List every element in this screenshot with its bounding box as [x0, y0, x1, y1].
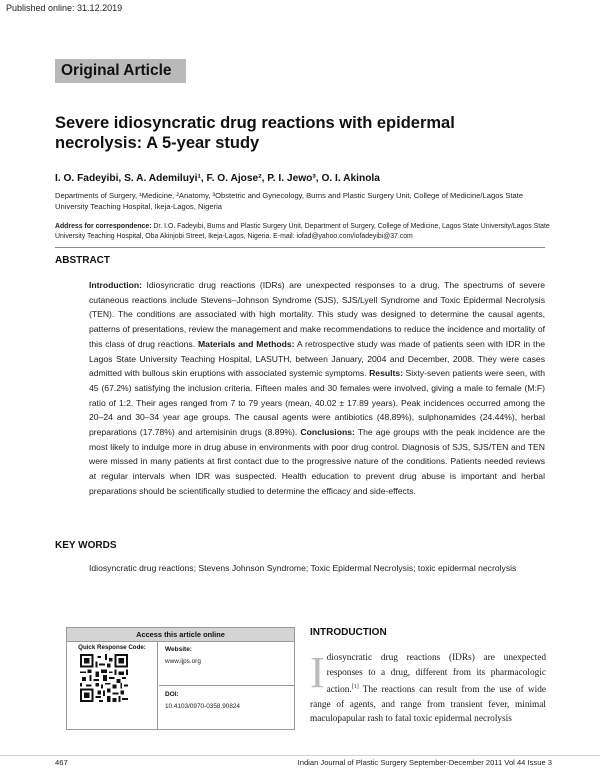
abstract-body — [89, 278, 545, 499]
doi-value[interactable]: 10.4103/0970-0358.90824 — [165, 703, 240, 710]
keywords-text: Idiosyncratic drug reactions; Stevens Johnson Syndrome; Toxic Epidermal Necrolysis; toxic epidermal necrolysis — [89, 563, 517, 573]
abstract-conclusions-text: The age groups with the peak incidence are the most likely to indulge more in drug abuse in environments with poor drug control. Diagnosis of SJS, SJS/TEN and TEN were missed in many patients at first contact due to the progressive nature of the conditions. Patients needed reviews at regular intervals when IDR was suspected. Health education to prevent drug abuse is important and herbal preparations should be scientifically studied to determine the efficacy and side-effects. — [89, 427, 545, 496]
abstract-heading: ABSTRACT — [55, 255, 110, 266]
drop-cap: I — [310, 648, 325, 697]
journal-citation: Indian Journal of Plastic Surgery September-December 2011 Vol 44 Issue 3 — [297, 758, 552, 767]
footer-divider — [0, 755, 600, 756]
abstract-results-text: Sixty-seven patients were seen, with 45 (67.2%) satisfying the inclusion criteria. Fifteen males and 30 females were involved, giving a male to female (M:F) ratio of 1:2. Their ages ranged from 7 to 79 years (mean, 40.02 ± 17.89 years). Peak incidences occurred among the 20–24 and 30–34 year age groups. The causal agents were antibiotics (48.89%), sulphonamides (24.44%), herbal preparations (17.78%) and artemisinin drugs (8.89%). — [89, 368, 546, 438]
qr-column — [67, 642, 158, 730]
abstract-methods-text: A retrospective study was made of patients seen with IDR in the Lagos State University Teaching Hospital, LASUTH, between January, 2004 and December, 2008. They were cases admitted with bullous skin eruptions with associated systemic symptoms. — [89, 338, 545, 379]
intro-text-part-2: The reactions can result from the use of wide range of agents, and range from transient fever, minimal maculopapular rash to fatal toxic epidermal necrolysis — [310, 685, 546, 725]
author-list: I. O. Fadeyibi, S. A. Ademiluyi¹, F. O. Ajose², P. I. Jewo³, O. I. Akinola — [55, 173, 380, 184]
divider — [55, 247, 545, 248]
qr-label: Quick Response Code: — [78, 644, 146, 651]
abstract-intro-label: Introduction: — [89, 280, 142, 290]
correspondence-label: Address for correspondence: — [55, 223, 152, 230]
abstract-conclusions-label: Conclusions: — [300, 427, 355, 438]
abstract-intro-text: Idiosyncratic drug reactions (IDRs) are unexpected responses to a drug. The spectrums of severe cutaneous reactions include Stevens–Johnson Syndrome (SJS), SJS/Lyell Syndrome and Toxic Epidermal Necrolysis (TEN). The conditions are associated with high mortality. This study was designed to determine the causal agents, patterns of presentations, review the management and make recommendations to reduce the incidence and mortality of this class of drug reactions. — [89, 280, 545, 349]
article-info-column — [159, 642, 295, 730]
doi-cell — [159, 687, 295, 730]
qr-code-icon[interactable] — [80, 654, 128, 702]
abstract-results-label: Results: — [369, 368, 403, 379]
website-label: Website: — [165, 646, 192, 653]
reference-link[interactable]: [1] — [351, 684, 359, 691]
article-title: Severe idiosyncratic drug reactions with epidermal necrolysis: A 5-year study — [55, 114, 455, 152]
keywords-heading: KEY WORDS — [55, 540, 117, 551]
published-date: Published online: 31.12.2019 — [6, 3, 123, 13]
correspondence-address — [55, 222, 555, 242]
website-cell — [159, 642, 295, 686]
affiliations: Departments of Surgery, ¹Medicine, ²Anatomy, ³Obstetric and Gynecology, Burns and Plastic Surgery Unit, College of Medicine/Lagos State University Teaching Hospital, Ikeja-Lagos, Nigeria — [55, 191, 524, 211]
introduction-body — [310, 648, 546, 727]
access-article-box — [66, 627, 295, 730]
introduction-heading: INTRODUCTION — [310, 627, 387, 638]
website-link[interactable]: www.ijps.org — [165, 658, 201, 665]
page-number: 467 — [55, 758, 68, 767]
article-type-badge: Original Article — [55, 59, 186, 83]
abstract-methods-label: Materials and Methods: — [198, 338, 295, 349]
correspondence-text: Dr. I.O. Fadeyibi, Burns and Plastic Surgery Unit, Department of Surgery, College of Medicine, Lagos State University/Lagos State University Teaching Hospital, Oba Akinjobi Street, Ikeja-Lagos, Nigeria. E-mail: iofad@yahoo.com/iofadeyibi@37.com — [55, 223, 550, 240]
access-heading: Access this article online — [67, 628, 294, 642]
intro-text-part-1: diosyncratic drug reactions (IDRs) are unexpected responses to a drug, different from its pharmacologic action. — [326, 653, 546, 696]
doi-label: DOI: — [165, 691, 179, 698]
